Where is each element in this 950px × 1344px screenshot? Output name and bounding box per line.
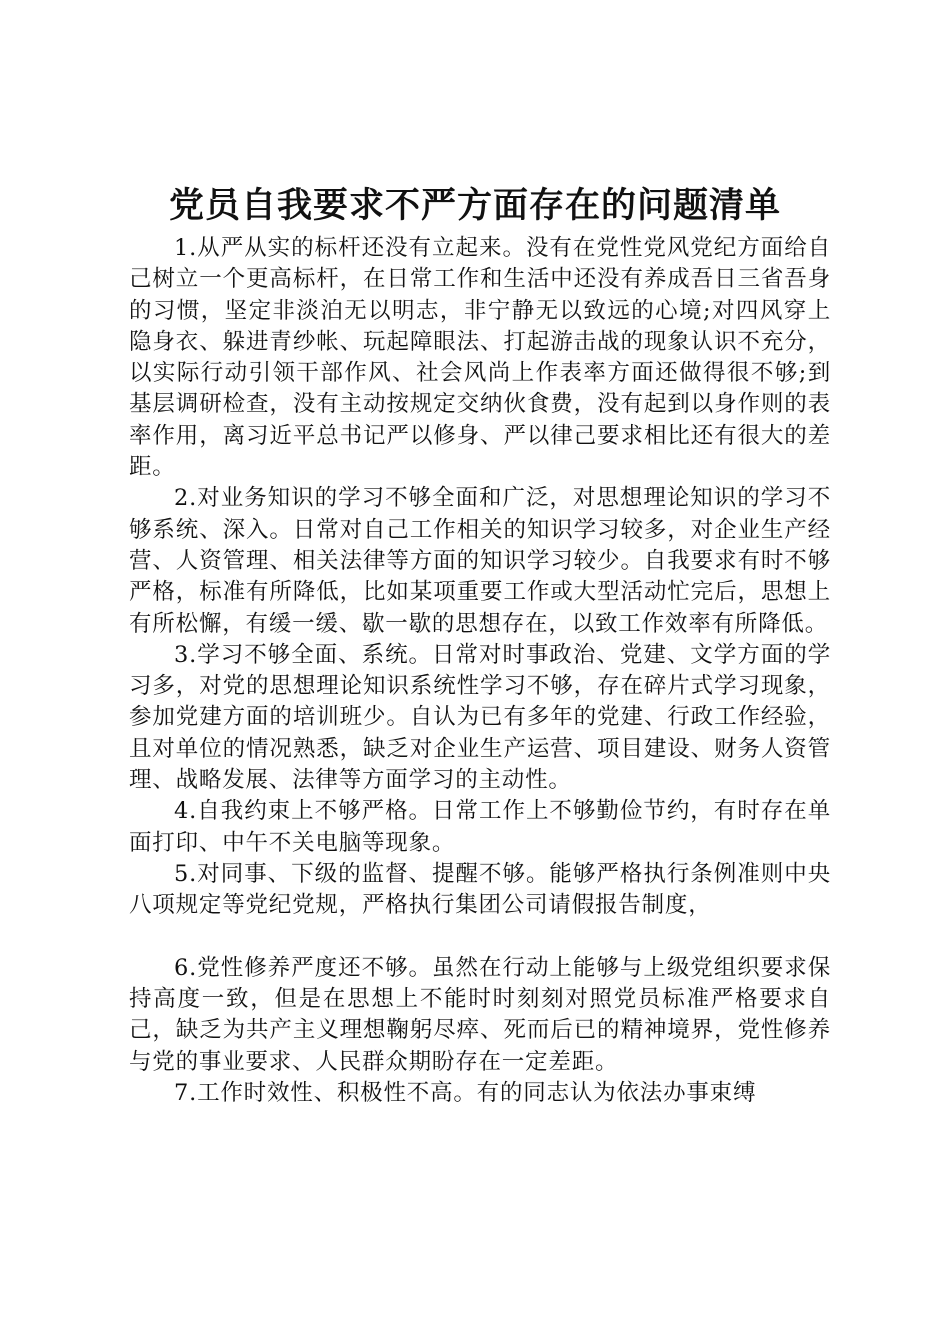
paragraph-5: 5.对同事、下级的监督、提醒不够。能够严格执行条例准则中央八项规定等党纪党规，严格执行集团公司请假报告制度， [129,860,831,919]
paragraph-6: 6.党性修养严度还不够。虽然在行动上能够与上级党组织要求保持高度一致，但是在思想上不能时时刻刻对照党员标准严格要求自己，缺乏为共产主义理想鞠躬尽瘁、死而后已的精神境界，党性修养与党的事业要求、人民群众期盼存在一定差距。 [129,954,831,1075]
paragraph-7: 7.工作时效性、积极性不高。有的同志认为依法办事束缚 [174,1080,757,1107]
paragraph-2: 2.对业务知识的学习不够全面和广泛，对思想理论知识的学习不够系统、深入。日常对自己工作相关的知识学习较多，对企业生产经营、人资管理、相关法律等方面的知识学习较少。自我要求有时不够严格，标准有所降低，比如某项重要工作或大型活动忙完后，思想上有所松懈，有缓一缓、歇一歇的思想存在，以致工作效率有所降低。 [129,485,831,637]
paragraph-gap [129,922,831,953]
paragraph-4: 4.自我约束上不够严格。日常工作上不够勤俭节约，有时存在单面打印、中午不关电脑等现象。 [129,798,831,856]
paragraph-3: 3.学习不够全面、系统。日常对时事政治、党建、文学方面的学习多，对党的思想理论知识系统性学习不够，存在碎片式学习现象，参加党建方面的培训班少。自认为已有多年的党建、行政工作经验，且对单位的情况熟悉，缺乏对企业生产运营、项目建设、财务人资管理、战略发展、法律等方面学习的主动性。 [129,641,831,794]
document-body [129,233,831,1109]
paragraph-1: 1.从严从实的标杆还没有立起来。没有在党性党风党纪方面给自己树立一个更高标杆，在日常工作和生活中还没有养成吾日三省吾身的习惯，坚定非淡泊无以明志，非宁静无以致远的心境;对四风穿上隐身衣、躲进青纱帐、玩起障眼法、打起游击战的现象认识不充分，以实际行动引领干部作风、社会风尚上作表率方面还做得很不够;到基层调研检查，没有主动按规定交纳伙食费，没有起到以身作则的表率作用，离习近平总书记严以修身、严以律己要求相比还有很大的差距。 [129,235,831,481]
document-title: 党员自我要求不严方面存在的问题清单 [168,186,781,226]
